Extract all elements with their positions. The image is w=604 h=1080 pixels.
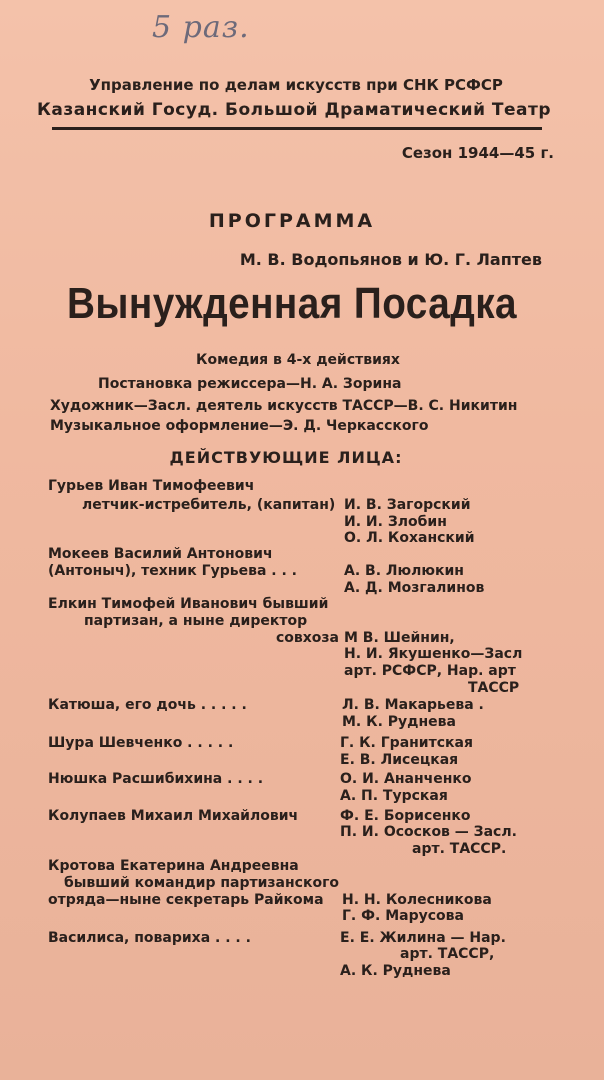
- actor-name: О. И. Ананченко: [340, 771, 472, 787]
- director-credit: Постановка режиссера—Н. А. Зорина: [98, 376, 402, 392]
- actor-name: И. И. Злобин: [344, 514, 447, 530]
- role-name: Мокеев Василий Антонович: [48, 546, 273, 562]
- actor-name: М. К. Руднева: [342, 714, 456, 730]
- actor-title: арт. ТАССР.: [412, 841, 507, 857]
- actor-title: арт. РСФСР, Нар. арт: [344, 663, 516, 679]
- role-name: Гурьев Иван Тимофеевич: [48, 478, 255, 494]
- handwritten-note: 5 раз.: [152, 10, 250, 45]
- header-divider: [52, 127, 542, 130]
- role-description: летчик-истребитель, (капитан): [82, 497, 336, 513]
- actor-name: М В. Шейнин,: [344, 630, 455, 646]
- role-description: партизан, а ныне директор: [84, 613, 308, 629]
- actor-name: Е. В. Лисецкая: [340, 752, 459, 768]
- play-title: Вынужденная Посадка: [66, 279, 518, 328]
- theatre-name: Казанский Госуд. Большой Драматический Театр: [36, 100, 552, 120]
- actor-name: Г. К. Гранитская: [340, 735, 473, 751]
- department-line: Управление по делам искусств при СНК РСФСР: [89, 76, 503, 94]
- actor-name: О. Л. Коханский: [344, 530, 475, 546]
- role-name: Шура Шевченко . . . . .: [48, 735, 234, 751]
- authors-line: М. В. Водопьянов и Ю. Г. Лаптев: [239, 250, 542, 269]
- program-heading: ПРОГРАММА: [208, 210, 376, 232]
- role-name: Василиса, повариха . . . .: [48, 930, 251, 946]
- season-label: Сезон 1944—45 г.: [401, 144, 554, 162]
- actor-name: П. И. Ососков — Засл.: [340, 824, 517, 840]
- role-description: совхоза: [276, 630, 340, 646]
- actor-name: А. В. Люлюкин: [344, 563, 464, 579]
- role-description: (Антоныч), техник Гурьева . . .: [48, 563, 297, 579]
- actor-name: Л. В. Макарьева .: [342, 697, 484, 713]
- actor-name: Г. Ф. Марусова: [342, 908, 464, 924]
- actor-name: А. К. Руднева: [340, 963, 451, 979]
- cast-heading: ДЕЙСТВУЮЩИЕ ЛИЦА:: [169, 448, 403, 467]
- actor-name: Н. И. Якушенко—Засл: [344, 646, 523, 662]
- actor-title: ТАССР: [468, 680, 520, 696]
- actor-name: А. П. Турская: [340, 788, 448, 804]
- role-name: Нюшка Расшибихина . . . .: [48, 771, 264, 787]
- actor-name: Е. Е. Жилина — Нар.: [340, 930, 506, 946]
- role-name: Колупаев Михаил Михайлович: [48, 808, 299, 824]
- actor-name: Н. Н. Колесникова: [342, 892, 492, 908]
- role-description: отряда—ныне секретарь Райкома: [48, 892, 324, 908]
- role-description: бывший командир партизанского: [64, 875, 340, 891]
- role-name: Катюша, его дочь . . . . .: [48, 697, 247, 713]
- genre-line: Комедия в 4-х действиях: [196, 352, 400, 368]
- artist-credit: Художник—Засл. деятель искусств ТАССР—В. С. Никитин: [50, 398, 518, 414]
- role-name: Елкин Тимофей Иванович бывший: [48, 596, 329, 612]
- actor-name: А. Д. Мозгалинов: [344, 580, 485, 596]
- music-credit: Музыкальное оформление—Э. Д. Черкасского: [50, 418, 429, 434]
- actor-name: Ф. Е. Борисенко: [340, 808, 471, 824]
- role-name: Кротова Екатерина Андреевна: [48, 858, 299, 874]
- actor-title: арт. ТАССР,: [400, 946, 495, 962]
- actor-name: И. В. Загорский: [344, 497, 471, 513]
